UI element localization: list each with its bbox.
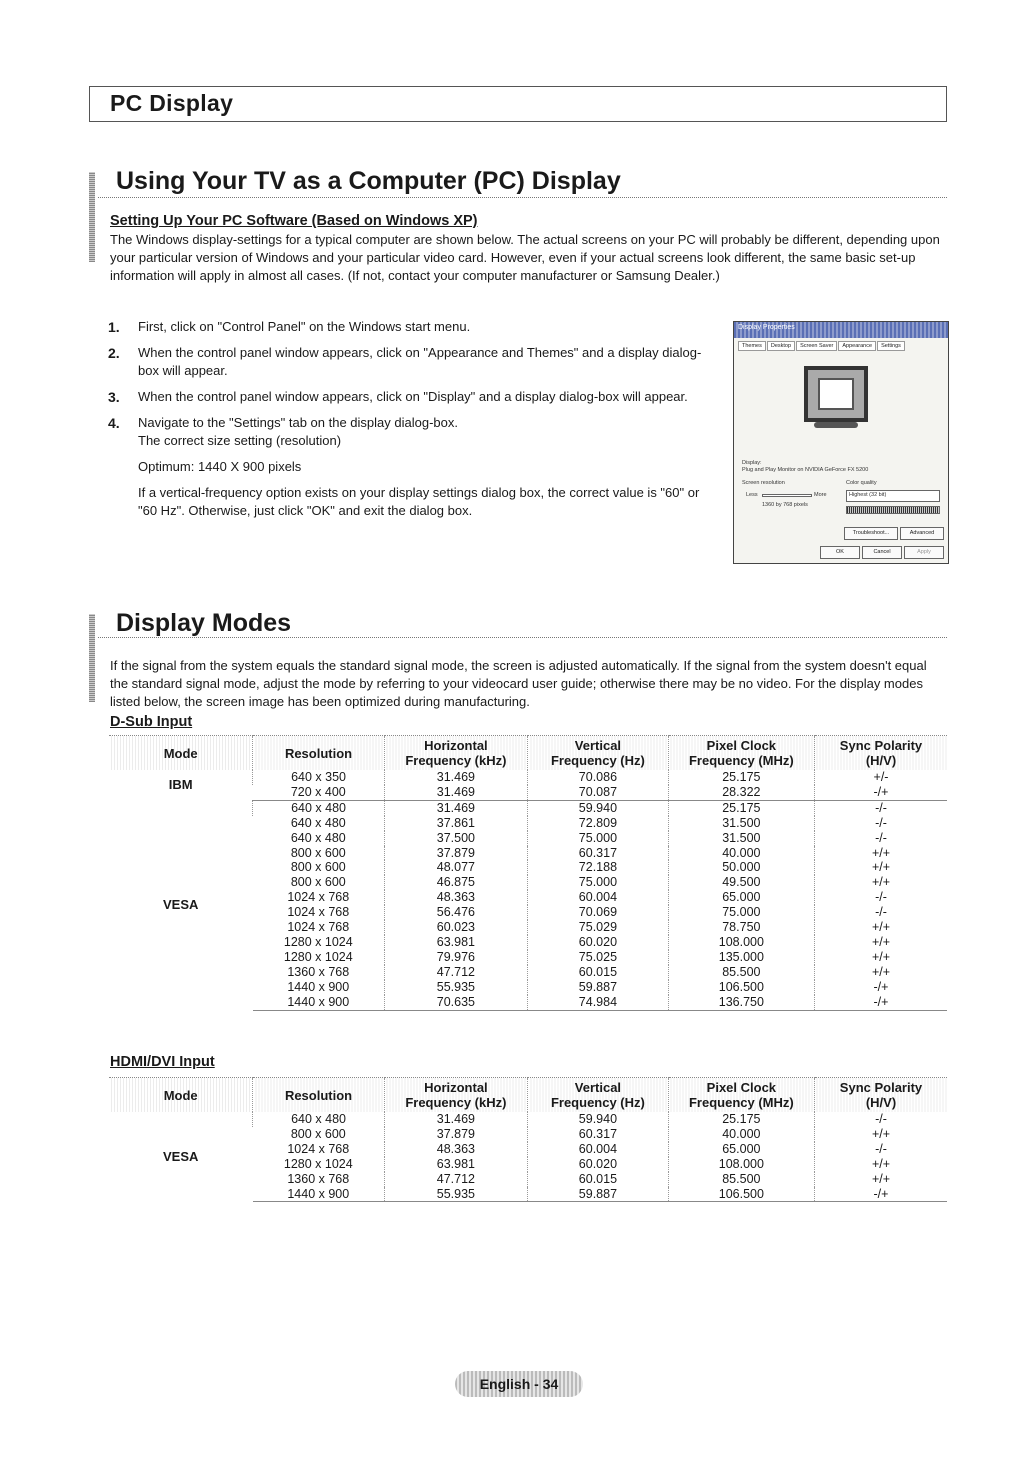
hfreq-cell: 31.469	[384, 770, 527, 785]
vfreq-cell: 75.000	[528, 875, 669, 890]
vfreq-cell: 59.887	[528, 980, 669, 995]
resolution-cell: 640 x 480	[290, 815, 346, 830]
hfreq-cell: 48.077	[384, 860, 527, 875]
section-rule	[98, 197, 947, 198]
hfreq-cell: 55.935	[384, 1187, 527, 1202]
sync-cell: -/+	[814, 995, 947, 1010]
step-number: 4.	[108, 415, 120, 431]
col-mode: Mode	[109, 736, 253, 771]
hfreq-cell: 37.500	[384, 831, 527, 846]
sync-cell: +/+	[814, 860, 947, 875]
sync-cell: -/-	[814, 905, 947, 920]
color-quality-select[interactable]	[846, 490, 940, 502]
vfreq-cell: 60.317	[528, 846, 669, 861]
sync-cell: -/-	[814, 831, 947, 846]
section-marker	[89, 614, 95, 702]
pixel-clock-cell: 25.175	[668, 800, 814, 815]
col-vfreq-line1: Vertical	[574, 1080, 622, 1095]
hfreq-cell: 31.469	[384, 800, 527, 815]
sync-cell: +/+	[814, 1127, 947, 1142]
col-sync-line1: Sync Polarity	[839, 1080, 923, 1095]
pixel-clock-cell: 65.000	[668, 890, 814, 905]
vfreq-cell: 60.004	[528, 890, 669, 905]
resolution-cell: 640 x 350	[253, 770, 384, 785]
hfreq-cell: 37.879	[384, 846, 527, 861]
sync-cell: +/+	[814, 846, 947, 861]
resolution-cell: 800 x 600	[290, 1126, 346, 1141]
col-sync-line1: Sync Polarity	[839, 738, 923, 753]
pixel-clock-cell: 49.500	[668, 875, 814, 890]
hfreq-cell: 70.635	[384, 995, 527, 1010]
table-header-row	[109, 1078, 947, 1113]
step-text: Navigate to the "Settings" tab on the display dialog-box.	[138, 415, 458, 430]
vfreq-cell: 60.015	[528, 965, 669, 980]
dialog-title: Display Properties	[738, 324, 795, 331]
resolution-cell: 1024 x 768	[287, 890, 350, 905]
resolution-cell: 1360 x 768	[287, 1171, 350, 1186]
tab-themes[interactable]: Themes	[738, 341, 766, 351]
col-pclock-line2: Frequency (MHz)	[688, 753, 794, 768]
page-number-badge	[455, 1371, 583, 1397]
vfreq-cell: 70.086	[528, 770, 669, 785]
dialog-tabs	[734, 338, 948, 351]
hfreq-cell: 60.023	[384, 920, 527, 935]
banner-title: PC Display	[110, 90, 234, 116]
resolution-cell: 1280 x 1024	[283, 1156, 353, 1171]
sync-cell: +/-	[814, 770, 947, 785]
monitor-stand-icon	[814, 422, 858, 428]
col-resolution: Resolution	[253, 1078, 384, 1113]
col-pclock-line1: Pixel Clock	[706, 1080, 777, 1095]
color-bar	[846, 506, 940, 514]
monitor-icon	[804, 366, 868, 422]
col-hfreq-line2: Frequency (kHz)	[405, 753, 507, 768]
hfreq-cell: 48.363	[384, 1142, 527, 1157]
vfreq-cell: 60.317	[528, 1127, 669, 1142]
section-marker	[89, 172, 95, 262]
page-banner	[89, 86, 947, 122]
resolution-cell: 800 x 600	[290, 845, 346, 860]
modes-intro: If the signal from the system equals the standard signal mode, the screen is adjusted automatically. If the signal from the system doesn't equal the standard signal mode, adjust the mode by referring to your videocard user guide; otherwise there may be no video. For the display modes listed below, the screen image has been optimized during manufacturing.	[110, 658, 927, 709]
hfreq-cell: 46.875	[384, 875, 527, 890]
col-pixel-clock	[668, 1078, 814, 1113]
hfreq-cell: 31.469	[384, 1112, 527, 1127]
col-hfreq	[384, 1078, 527, 1113]
mode-cell: VESA	[162, 896, 199, 912]
sync-cell: -/-	[814, 816, 947, 831]
subheading-software: Setting Up Your PC Software (Based on Windows XP)	[110, 213, 478, 229]
pixel-clock-cell: 40.000	[668, 846, 814, 861]
mode-cell: IBM	[168, 776, 193, 792]
pixels-readout: 1360 by 768 pixels	[762, 502, 808, 508]
pixel-clock-cell: 135.000	[668, 950, 814, 965]
vfreq-cell: 75.029	[528, 920, 669, 935]
step-2	[108, 344, 708, 380]
pixel-clock-cell: 65.000	[668, 1142, 814, 1157]
vfreq-cell: 72.188	[528, 860, 669, 875]
intro-paragraph: The Windows display-settings for a typical computer are shown below. The actual screens on your PC will probably be different, depending upon your particular version of Windows and your particular video card. However, even if your actual screens look different, the same basic set-up information will apply in almost all cases. (If not, contact your computer manufacturer or Samsung Dealer.)	[110, 232, 940, 283]
tab-settings[interactable]: Settings	[877, 341, 905, 351]
cancel-button[interactable]: Cancel	[862, 546, 902, 559]
resolution-cell: 720 x 400	[253, 785, 384, 800]
hfreq-cell: 63.981	[384, 935, 527, 950]
tab-screen-saver[interactable]: Screen Saver	[796, 341, 837, 351]
col-sync-line2: (H/V)	[865, 1095, 897, 1110]
col-mode: Mode	[109, 1078, 253, 1113]
col-hfreq-line2: Frequency (kHz)	[405, 1095, 507, 1110]
vfreq-cell: 75.000	[528, 831, 669, 846]
col-pclock-line1: Pixel Clock	[706, 738, 777, 753]
more-label: More	[814, 492, 827, 498]
page-number: English - 34	[479, 1376, 559, 1392]
section-rule	[98, 637, 947, 638]
resolution-cell: 1024 x 768	[287, 905, 350, 920]
step-text: First, click on "Control Panel" on the Windows start menu.	[138, 319, 471, 334]
pixel-clock-cell: 85.500	[668, 1172, 814, 1187]
apply-button[interactable]: Apply	[904, 546, 944, 559]
step-text: When the control panel window appears, click on "Display" and a display dialog-box will appear.	[138, 389, 688, 404]
sync-cell: +/+	[814, 1172, 947, 1187]
pixel-clock-cell: 31.500	[668, 816, 814, 831]
dsub-heading: D-Sub Input	[110, 714, 193, 730]
resolution-label: Screen resolution	[742, 480, 785, 486]
sync-cell: +/+	[814, 920, 947, 935]
display-value: Plug and Play Monitor on NVIDIA GeForce FX 5200	[742, 467, 869, 473]
sync-cell: +/+	[814, 965, 947, 980]
section-title-modes: Display Modes	[116, 609, 292, 637]
section-title-pc: Using Your TV as a Computer (PC) Display	[116, 167, 621, 195]
vfreq-cell: 60.015	[528, 1172, 669, 1187]
hfreq-cell: 56.476	[384, 905, 527, 920]
sync-cell: -/-	[814, 800, 947, 815]
step-4	[108, 414, 708, 520]
step-text: When the control panel window appears, click on "Appearance and Themes" and a display dialog-box will appear.	[138, 345, 702, 378]
pixel-clock-cell: 31.500	[668, 831, 814, 846]
col-pclock-line2: Frequency (MHz)	[688, 1095, 794, 1110]
quality-label: Color quality	[846, 480, 877, 486]
resolution-cell: 1024 x 768	[287, 1141, 350, 1156]
vfreq-cell: 70.087	[528, 785, 669, 800]
col-vfreq-line2: Frequency (Hz)	[550, 753, 645, 768]
col-vfreq	[528, 1078, 669, 1113]
table-row	[109, 1112, 947, 1127]
pixel-clock-cell: 25.175	[668, 1112, 814, 1127]
dialog-titlebar	[734, 322, 948, 338]
resolution-cell: 1024 x 768	[287, 920, 350, 935]
step-number: 1.	[108, 319, 120, 335]
col-vfreq-line1: Vertical	[574, 738, 622, 753]
vfreq-cell: 75.025	[528, 950, 669, 965]
col-vfreq-line2: Frequency (Hz)	[550, 1095, 645, 1110]
hfreq-cell: 48.363	[384, 890, 527, 905]
resolution-cell: 1280 x 1024	[283, 934, 353, 949]
pixel-clock-cell: 50.000	[668, 860, 814, 875]
mode-cell: VESA	[162, 1148, 199, 1164]
hdmi-table-body	[109, 1112, 947, 1202]
display-label: Display:	[742, 460, 762, 466]
col-hfreq-line1: Horizontal	[424, 1080, 488, 1095]
hfreq-cell: 47.712	[384, 1172, 527, 1187]
vfreq-cell: 60.004	[528, 1142, 669, 1157]
dsub-table	[109, 735, 947, 1011]
step-number: 3.	[108, 389, 120, 405]
vfreq-cell: 72.809	[528, 816, 669, 831]
steps-list	[108, 318, 708, 528]
hfreq-cell: 55.935	[384, 980, 527, 995]
col-resolution: Resolution	[253, 736, 384, 771]
tab-appearance[interactable]: Appearance	[838, 341, 876, 351]
pixel-clock-cell: 40.000	[668, 1127, 814, 1142]
hdmi-heading: HDMI/DVI Input	[110, 1054, 215, 1070]
table-header-row	[109, 736, 947, 771]
quality-value: Highest (32 bit)	[849, 492, 887, 498]
resolution-slider[interactable]	[762, 494, 812, 497]
less-label: Less	[746, 492, 758, 498]
sync-cell: +/+	[814, 875, 947, 890]
col-hfreq-line1: Horizontal	[424, 738, 488, 753]
dsub-table-body	[109, 770, 947, 1010]
table-row	[109, 770, 947, 785]
resolution-cell: 1440 x 900	[253, 995, 384, 1010]
table-row	[109, 800, 947, 815]
vfreq-cell: 59.887	[528, 1187, 669, 1202]
col-pixel-clock	[668, 736, 814, 771]
hdmi-table	[109, 1077, 947, 1202]
tab-desktop[interactable]: Desktop	[767, 341, 795, 351]
pixel-clock-cell: 108.000	[668, 935, 814, 950]
hfreq-cell: 37.879	[384, 1127, 527, 1142]
resolution-cell: 1280 x 1024	[283, 949, 353, 964]
pixel-clock-cell: 108.000	[668, 1157, 814, 1172]
vfreq-cell: 70.069	[528, 905, 669, 920]
sync-cell: -/+	[814, 1187, 947, 1202]
vfreq-cell: 60.020	[528, 1157, 669, 1172]
pixel-clock-cell: 136.750	[668, 995, 814, 1010]
col-sync	[814, 1078, 947, 1113]
advanced-button[interactable]: Advanced	[900, 527, 944, 540]
resolution-cell: 1440 x 900	[287, 979, 350, 994]
resolution-cell: 800 x 600	[290, 860, 346, 875]
sync-cell: +/+	[814, 935, 947, 950]
troubleshoot-button[interactable]: Troubleshoot...	[844, 527, 898, 540]
vfreq-cell: 60.020	[528, 935, 669, 950]
step-1	[108, 318, 708, 336]
hfreq-cell: 37.861	[384, 816, 527, 831]
resolution-cell: 1360 x 768	[287, 964, 350, 979]
pixel-clock-cell: 28.322	[668, 785, 814, 800]
hfreq-cell: 63.981	[384, 1157, 527, 1172]
sync-cell: -/+	[814, 785, 947, 800]
sync-cell: +/+	[814, 1157, 947, 1172]
step-3	[108, 388, 708, 406]
pixel-clock-cell: 106.500	[668, 980, 814, 995]
vfreq-cell: 59.940	[528, 800, 669, 815]
col-vfreq	[528, 736, 669, 771]
resolution-cell: 640 x 480	[290, 830, 346, 845]
pixel-clock-cell: 75.000	[668, 905, 814, 920]
resolution-cell: 640 x 480	[253, 1112, 384, 1127]
col-sync-line2: (H/V)	[865, 753, 897, 768]
optimum-resolution: Optimum: 1440 X 900 pixels	[138, 459, 302, 474]
resolution-cell: 1440 x 900	[253, 1187, 384, 1202]
pixel-clock-cell: 106.500	[668, 1187, 814, 1202]
sync-cell: -/-	[814, 1112, 947, 1127]
col-hfreq	[384, 736, 527, 771]
sync-cell: -/-	[814, 890, 947, 905]
step-number: 2.	[108, 345, 120, 361]
vfreq-cell: 59.940	[528, 1112, 669, 1127]
pixel-clock-cell: 25.175	[668, 770, 814, 785]
sync-cell: -/+	[814, 980, 947, 995]
display-properties-dialog	[733, 321, 949, 564]
hfreq-cell: 31.469	[384, 785, 527, 800]
sync-cell: -/-	[814, 1142, 947, 1157]
sync-cell: +/+	[814, 950, 947, 965]
pixel-clock-cell: 85.500	[668, 965, 814, 980]
resolution-cell: 800 x 600	[290, 875, 346, 890]
ok-button[interactable]: OK	[820, 546, 860, 559]
pixel-clock-cell: 78.750	[668, 920, 814, 935]
resolution-cell: 640 x 480	[253, 800, 384, 815]
hfreq-cell: 47.712	[384, 965, 527, 980]
vfreq-cell: 74.984	[528, 995, 669, 1010]
hfreq-cell: 79.976	[384, 950, 527, 965]
col-sync	[814, 736, 947, 771]
vertical-frequency-note: If a vertical-frequency option exists on your display settings dialog box, the correct value is "60" or "60 Hz". Otherwise, just click "OK" and exit the dialog box.	[138, 485, 700, 518]
step-resolution-line: The correct size setting (resolution)	[138, 433, 342, 448]
